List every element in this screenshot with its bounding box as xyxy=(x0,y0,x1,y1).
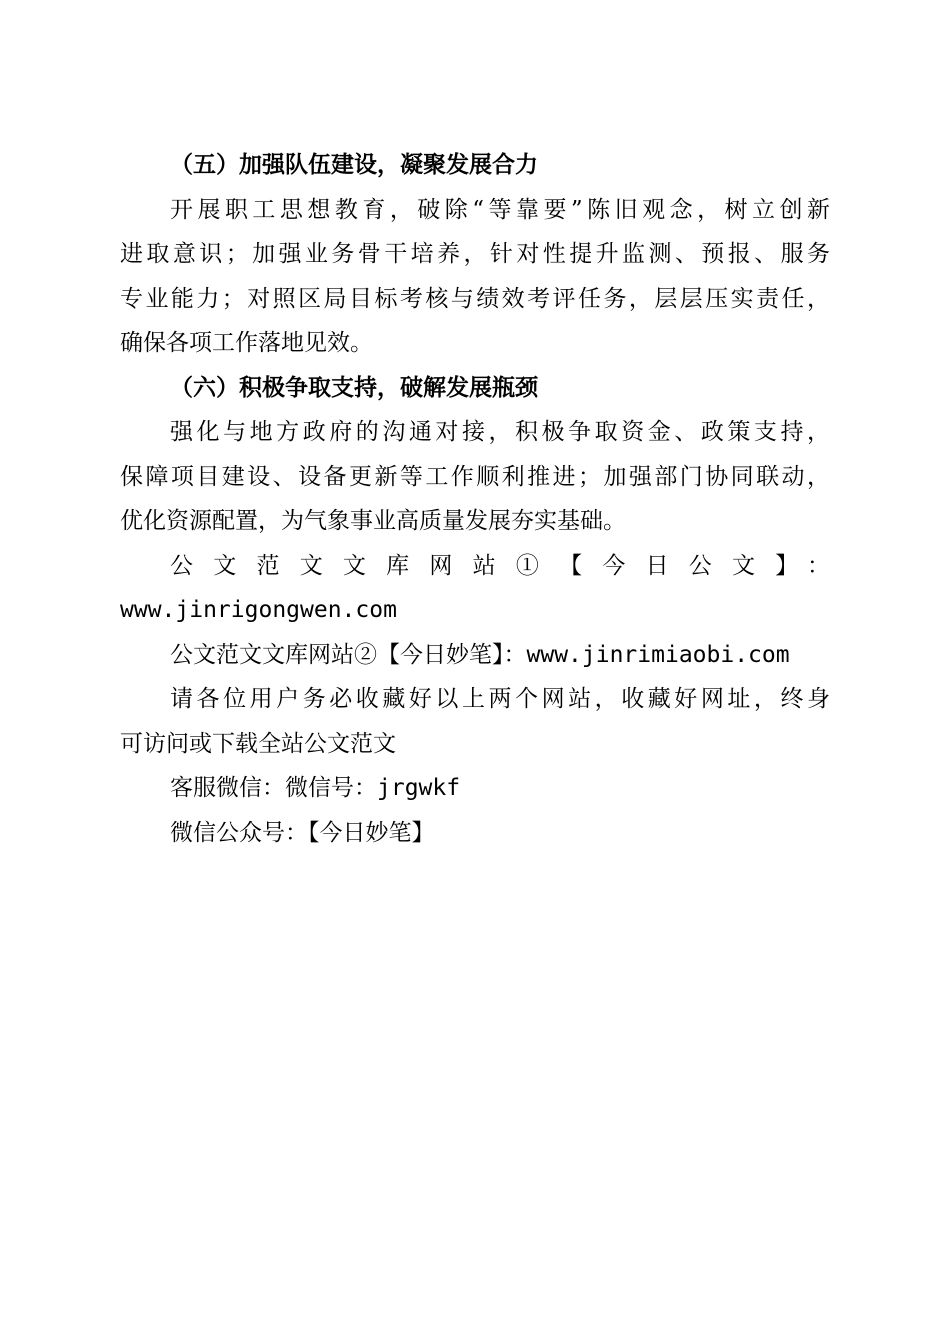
official-account: 微信公众号：【今日妙笔】 xyxy=(170,819,435,846)
document-body xyxy=(120,143,830,855)
paragraph-line: 开展职工思想教育，破除“等靠要”陈旧观念，树立创新 xyxy=(170,196,830,223)
service-line xyxy=(120,766,830,811)
paragraph-line: 保障项目建设、设备更新等工作顺利推进；加强部门协同联动， xyxy=(120,463,830,490)
service-id: jrgwkf xyxy=(377,775,461,801)
paragraph-line: 专业能力；对照区局目标考核与绩效考评任务，层层压实责任， xyxy=(120,285,830,312)
notice-line: 可访问或下载全站公文范文 xyxy=(120,730,396,757)
site2-line xyxy=(120,633,830,678)
site1-url[interactable]: www.jinrigongwen.com xyxy=(120,597,397,623)
paragraph-line: 确保各项工作落地见效。 xyxy=(120,330,373,356)
paragraph-line: 优化资源配置，为气象事业高质量发展夯实基础。 xyxy=(120,508,626,534)
site1-label: 公文范文文库网站①【今日公文】： xyxy=(170,552,830,579)
site2-label: 公文范文文库网站②【今日妙笔】： xyxy=(170,641,527,668)
paragraph-line: 进取意识；加强业务骨干培养，针对性提升监测、预报、服务 xyxy=(120,241,830,267)
notice-line: 请各位用户务必收藏好以上两个网站，收藏好网址，终身 xyxy=(170,686,830,712)
site2-url[interactable]: www.jinrimiaobi.com xyxy=(526,641,790,668)
section-heading-5: （五）加强队伍建设，凝聚发展合力 xyxy=(170,151,538,178)
section-heading-6: （六）积极争取支持，破解发展瓶颈 xyxy=(170,373,538,401)
service-label: 客服微信：微信号： xyxy=(170,775,377,801)
paragraph-line: 强化与地方政府的沟通对接，积极争取资金、政策支持， xyxy=(170,419,830,445)
